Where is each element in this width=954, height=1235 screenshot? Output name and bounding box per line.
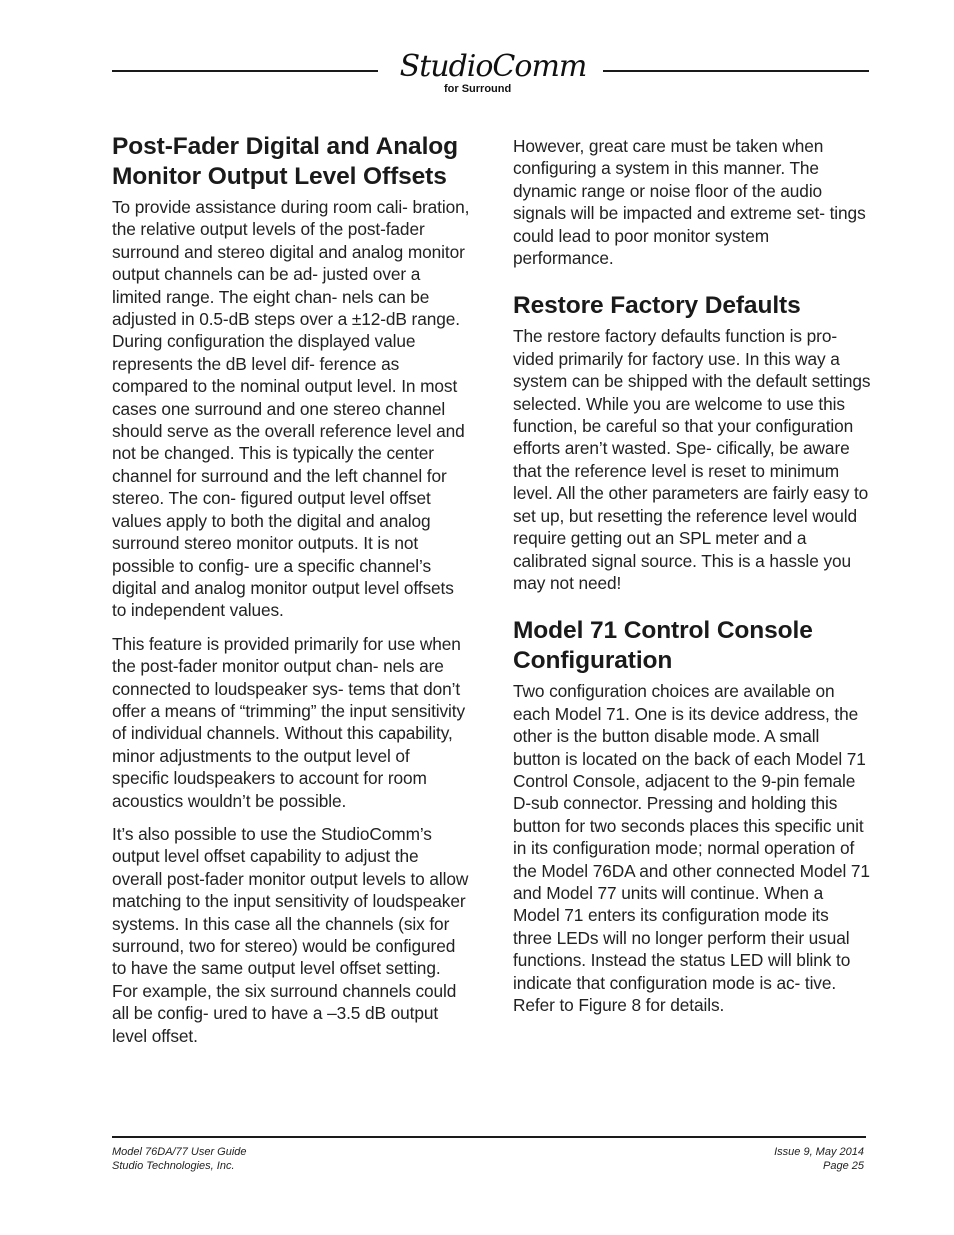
footer-page-number: Page 25 [823, 1160, 864, 1172]
paragraph: The restore factory defaults function is pro- vided primarily for factory use. In this way a system can be shipped with the default settings selected. While you are welcome to use this function, be careful so that your configuration efforts aren’t wasted. Spe- cifically, be aware that the reference level is reset to minimum level. All the other parameters are fairly easy to set up, but resetting the reference level would require getting out an SPL meter and a calibrated signal source. This is a hassle you may not need! [513, 326, 871, 593]
paragraph: Two configuration choices are available on each Model 71. One is its device address, the other is the button disable mode. A small button is located on the back of each Model 71 Control Console, adjacent to the 9-pin female D-sub connector. Pressing and holding this button for two seconds places this specific unit in its configuration mode; normal operation of the Model 76DA and other connected Model 71 and Model 77 units will continue. When a Model 71 enters its configuration mode its three LEDs will no longer perform their usual functions. Instead the status LED will blink to indicate that configuration mode is ac- tive. Refer to Figure 8 for details. [513, 681, 870, 1015]
logo-script-text: StudioComm [399, 49, 587, 84]
left-column [112, 132, 470, 1058]
header-rule-left [112, 70, 378, 72]
paragraph: To provide assistance during room cali- bration, the relative output levels of the post-fader surround and stereo digital and analog monitor output channels can be ad- justed over a limited range. The eight chan- nels can be adjusted in 0.5-dB steps over a ±12-dB range. During configuration the displayed value represents the dB level dif- ference as compared to the nominal output level. In most cases one surround and one stereo channel should serve as the overall reference level and not be changed. This is typically the center channel for surround and the left channel for stereo. The con- figured output level offset values apply to both the digital and analog surround stereo monitor outputs. It is not possible to config- ure a specific channel’s digital and analog monitor output level offsets to independent values. [112, 197, 470, 621]
footer-right [774, 1145, 864, 1173]
header-rule-right [603, 70, 869, 72]
footer-company: Studio Technologies, Inc. [112, 1160, 235, 1172]
logo-subtitle: for Surround [444, 83, 512, 95]
footer-guide-title: Model 76DA/77 User Guide [112, 1146, 247, 1158]
footer-issue: Issue 9, May 2014 [774, 1146, 864, 1158]
section-heading-model71-configuration: Model 71 Control Console Configuration [513, 617, 813, 675]
studiocomm-logo [398, 50, 588, 100]
section-heading-restore-defaults: Restore Factory Defaults [513, 292, 801, 320]
section-heading-output-level-offsets: Post-Fader Digital and Analog Monitor Output Level Offsets [112, 133, 459, 190]
paragraph: However, great care must be taken when configuring a system in this manner. The dynamic range or noise floor of the audio signals will be impacted and extreme set- tings could lead to poor monitor system performance. [513, 136, 866, 269]
paragraph: It’s also possible to use the StudioComm’s output level offset capability to adjust the overall post-fader monitor output levels to allow matching to the input sensitivity of loudspeaker systems. In this case all the channels (six for surround, two for stereo) would be configured to have the same output level offset setting. For example, the six surround channels could all be config- ured to have a –3.5 dB output level offset. [112, 823, 469, 1046]
footer-left [112, 1145, 247, 1173]
right-column [513, 135, 871, 1027]
footer-rule [112, 1136, 866, 1138]
paragraph: This feature is provided primarily for use when the post-fader monitor output chan- nels are connected to loudspeaker sys- tems that don’t offer a means of “trimming” the input sensitivity of individual channels. Without this capability, minor adjustments to the output level of specific loudspeakers to account for room acoustics wouldn’t be possible. [112, 633, 466, 811]
